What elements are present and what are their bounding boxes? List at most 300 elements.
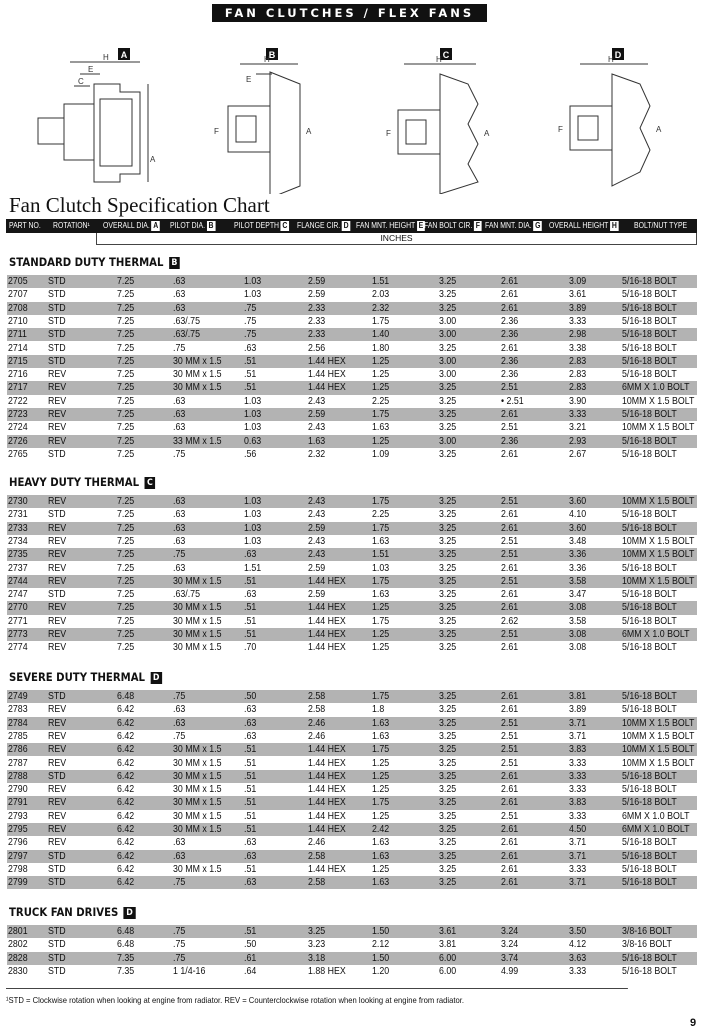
table-cell: 30 MM x 1.5 (173, 614, 222, 627)
table-cell: 7.25 (117, 521, 135, 534)
table-cell: 30 MM x 1.5 (173, 368, 222, 381)
table-cell: 3.08 (569, 601, 587, 614)
table-cell: REV (48, 434, 67, 447)
table-cell: 7.25 (117, 314, 135, 327)
table-cell: 2.36 (501, 314, 519, 327)
table-cell: 6.42 (117, 796, 135, 809)
table-cell: 10MM X 1.5 BOLT (622, 534, 695, 547)
table-cell: 2791 (8, 796, 28, 809)
table-cell: 7.25 (117, 341, 135, 354)
table-cell: 7.25 (117, 574, 135, 587)
table-cell: 3.36 (569, 561, 587, 574)
table-cell: 2747 (8, 588, 28, 601)
table-cell: 2.83 (569, 354, 587, 367)
table-cell: REV (48, 614, 67, 627)
table-cell: 2.58 (308, 849, 326, 862)
table-cell: 30 MM x 1.5 (173, 809, 222, 822)
table-row (7, 275, 697, 288)
table-cell: 1.03 (244, 508, 262, 521)
table-cell: 2.51 (501, 716, 519, 729)
table-row (7, 368, 697, 381)
table-cell: 5/16-18 BOLT (622, 836, 677, 849)
table-cell: .63 (173, 561, 186, 574)
table-cell: .63 (173, 288, 186, 301)
section-heading (9, 255, 180, 269)
col-rotation: ROTATION¹ (53, 221, 90, 230)
table-cell: 3.00 (439, 328, 457, 341)
table-cell: 30 MM x 1.5 (173, 756, 222, 769)
table-cell: 5/16-18 BOLT (622, 796, 677, 809)
table-cell: 3.71 (569, 836, 587, 849)
table-cell: 5/16-18 BOLT (622, 275, 677, 287)
table-row (7, 355, 697, 368)
table-cell: .63 (173, 301, 186, 314)
table-cell: 2.61 (501, 690, 519, 702)
table-cell: 3.25 (439, 588, 457, 601)
table-cell: 7.25 (117, 354, 135, 367)
table-cell: 5/16-18 BOLT (622, 614, 677, 627)
table-cell: 3.00 (439, 434, 457, 447)
table-cell: 1.63 (372, 876, 390, 889)
table-cell: 2.59 (308, 288, 326, 301)
table-cell: 1.44 HEX (308, 823, 346, 835)
table-cell: .51 (244, 368, 257, 381)
table-cell: 1.25 (372, 769, 390, 782)
table-cell: STD (48, 951, 66, 964)
table-cell: 2.61 (501, 408, 519, 420)
table-cell: 5/16-18 BOLT (622, 601, 677, 614)
table-row (7, 302, 697, 315)
table-row (7, 395, 697, 408)
table-cell: 2723 (8, 408, 28, 420)
table-cell: 30 MM x 1.5 (173, 601, 222, 614)
table-cell: 4.99 (501, 964, 519, 977)
table-cell: 2726 (8, 434, 28, 447)
table-cell: 2.61 (501, 601, 519, 614)
table-cell: 4.10 (569, 508, 587, 521)
table-row (7, 588, 697, 601)
table-cell: 1.25 (372, 354, 390, 367)
table-cell: .63 (244, 876, 257, 889)
table-cell: 7.25 (117, 534, 135, 547)
table-row (7, 421, 697, 434)
table-cell: 2773 (8, 628, 28, 640)
table-cell: 3.33 (569, 809, 587, 822)
table-cell: STD (48, 354, 66, 367)
table-cell: 1.03 (244, 408, 262, 420)
table-cell: 3.25 (439, 756, 457, 769)
table-cell: 7.25 (117, 447, 135, 460)
table-cell: STD (48, 341, 66, 354)
table-cell: 5/16-18 BOLT (622, 769, 677, 782)
table-cell: 30 MM x 1.5 (173, 823, 222, 835)
table-cell: 3.25 (439, 743, 457, 756)
table-cell: 2716 (8, 368, 28, 381)
table-cell: 7.25 (117, 614, 135, 627)
table-cell: 1.63 (372, 588, 390, 601)
table-cell: 30 MM x 1.5 (173, 574, 222, 587)
diagram-tag-c: C (442, 50, 450, 60)
table-row (7, 823, 697, 836)
diagram-a (38, 48, 156, 182)
table-cell: 6.42 (117, 769, 135, 782)
table-cell: 2.43 (308, 548, 326, 561)
table-cell: STD (48, 876, 66, 889)
table-cell: 1.75 (372, 743, 390, 756)
table-cell: STD (48, 301, 66, 314)
table-cell: 1.03 (244, 275, 262, 287)
table-cell: 2.61 (501, 876, 519, 889)
table-cell: 3.25 (439, 601, 457, 614)
table-cell: 7.25 (117, 561, 135, 574)
table-cell: 6.48 (117, 690, 135, 702)
table-cell: 3.71 (569, 729, 587, 742)
table-row (7, 796, 697, 809)
table-cell: 1.25 (372, 756, 390, 769)
table-cell: 1.44 HEX (308, 809, 346, 822)
table-row (7, 757, 697, 770)
table-cell: 6.42 (117, 716, 135, 729)
table-row (7, 575, 697, 588)
table-cell: 3.74 (501, 951, 519, 964)
page-header: FAN CLUTCHES / FLEX FANS (212, 4, 487, 22)
table-cell: 3.25 (439, 729, 457, 742)
col-flange-cir: FLANGE CIR. D (297, 221, 349, 230)
table-cell: 1.75 (372, 614, 390, 627)
table-cell: 2.51 (501, 809, 519, 822)
table-cell: 1.51 (372, 275, 390, 287)
table-cell: 1.44 HEX (308, 628, 346, 640)
table-cell: 33 MM x 1.5 (173, 434, 222, 447)
table-cell: 4.12 (569, 938, 587, 951)
table-cell: 3.08 (569, 641, 587, 654)
table-cell: 2707 (8, 288, 28, 301)
table-cell: .63 (173, 716, 186, 729)
table-cell: .63 (244, 729, 257, 742)
table-cell: 6.42 (117, 836, 135, 849)
units-row (96, 233, 697, 245)
table-cell: 7.25 (117, 641, 135, 654)
diagram-tag: C (144, 477, 155, 489)
dim-label-f: F (558, 125, 563, 134)
table-cell: 3.58 (569, 574, 587, 587)
table-cell: 3.81 (439, 938, 457, 951)
table-row (7, 770, 697, 783)
diagram-tag: B (169, 257, 180, 269)
table-cell: 1.63 (372, 836, 390, 849)
page-number: 9 (690, 1017, 697, 1029)
table-cell: .63 (244, 588, 257, 601)
table-cell: 3.25 (439, 301, 457, 314)
dim-label-a: A (656, 125, 662, 134)
table-cell: 3.25 (439, 288, 457, 301)
table-cell: 3.90 (569, 394, 587, 407)
table-row (7, 717, 697, 730)
table-cell: 3.33 (569, 314, 587, 327)
table-cell: REV (48, 561, 67, 574)
table-cell: 3.25 (439, 628, 457, 640)
table-cell: REV (48, 716, 67, 729)
table-cell: 3.18 (308, 951, 326, 964)
table-row (7, 315, 697, 328)
table-cell: 1.63 (372, 716, 390, 729)
table-cell: 3.38 (569, 341, 587, 354)
table-cell: 3.25 (439, 408, 457, 420)
table-cell: 3.25 (439, 421, 457, 434)
table-cell: 5/16-18 BOLT (622, 288, 677, 301)
table-cell: 5/16-18 BOLT (622, 314, 677, 327)
table-cell: 2802 (8, 938, 28, 951)
diagram-tag: D (150, 672, 162, 684)
table-cell: 1.03 (244, 495, 262, 507)
table-cell: STD (48, 690, 66, 702)
table-cell: 1.8 (372, 703, 385, 716)
table-cell: 1.25 (372, 862, 390, 875)
table-cell: 5/16-18 BOLT (622, 447, 677, 460)
table-cell: STD (48, 314, 66, 327)
table-cell: 2.61 (501, 703, 519, 716)
table-cell: 3.36 (569, 548, 587, 561)
units-label: INCHES (380, 233, 413, 243)
table-cell: 6.42 (117, 823, 135, 835)
table-cell: 2.93 (569, 434, 587, 447)
table-cell: 3.60 (569, 495, 587, 507)
dim-label-e: E (246, 75, 252, 84)
dim-label-e: E (88, 65, 94, 74)
table-cell: 2.61 (501, 588, 519, 601)
table-cell: 30 MM x 1.5 (173, 628, 222, 640)
table-cell: • 2.51 (501, 394, 524, 407)
table-cell: .56 (244, 447, 257, 460)
table-cell: 1.51 (372, 548, 390, 561)
table-cell: 2.51 (501, 381, 519, 394)
table-cell: 5/16-18 BOLT (622, 508, 677, 521)
table-cell: 2.59 (308, 588, 326, 601)
table-cell: .63 (173, 534, 186, 547)
table-cell: .63 (173, 394, 186, 407)
table-cell: 6.48 (117, 925, 135, 937)
table-cell: 1.44 HEX (308, 354, 346, 367)
table-cell: 3.89 (569, 703, 587, 716)
table-cell: 3.71 (569, 849, 587, 862)
table-cell: 5/16-18 BOLT (622, 849, 677, 862)
section-title: STANDARD DUTY THERMAL (9, 255, 164, 269)
table-cell: .63 (173, 408, 186, 420)
section-heading (9, 905, 135, 919)
table-cell: 2.51 (501, 743, 519, 756)
table-cell: 1.25 (372, 641, 390, 654)
col-part-no: PART NO. (9, 221, 41, 230)
table-cell: .63 (173, 703, 186, 716)
table-cell: REV (48, 756, 67, 769)
table-cell: .63 (244, 548, 257, 561)
table-cell: 2.51 (501, 548, 519, 561)
table-cell: 1.25 (372, 628, 390, 640)
table-cell: 3.60 (569, 521, 587, 534)
table-row (7, 435, 697, 448)
table-cell: 3.25 (308, 925, 326, 937)
table-cell: 2731 (8, 508, 28, 521)
table-cell: 2.25 (372, 508, 390, 521)
table-row (7, 342, 697, 355)
table-cell: 3.61 (439, 925, 457, 937)
table-cell: 5/16-18 BOLT (622, 876, 677, 889)
table-cell: 10MM X 1.5 BOLT (622, 716, 695, 729)
table-cell: .50 (244, 938, 257, 951)
table-cell: REV (48, 836, 67, 849)
table-cell: 3.25 (439, 447, 457, 460)
table-cell: .63 (173, 275, 186, 287)
table-cell: 1 1/4-16 (173, 964, 206, 977)
table-cell: .63 (173, 508, 186, 521)
table-row (7, 381, 697, 394)
col-overall-dia: OVERALL DIA. A (103, 221, 159, 230)
table-cell: 3.00 (439, 314, 457, 327)
table-cell: .51 (244, 743, 257, 756)
table-cell: 7.25 (117, 288, 135, 301)
table-cell: 3.25 (439, 849, 457, 862)
table-cell: 2.61 (501, 769, 519, 782)
table-cell: .51 (244, 381, 257, 394)
dim-label-h: H (436, 55, 442, 64)
table-cell: .51 (244, 574, 257, 587)
table-cell: 2.33 (308, 314, 326, 327)
table-cell: 6MM X 1.0 BOLT (622, 823, 690, 835)
table-cell: 30 MM x 1.5 (173, 783, 222, 796)
table-cell: .75 (173, 341, 186, 354)
table-cell: .75 (173, 925, 186, 937)
table-cell: .75 (173, 548, 186, 561)
table-cell: 2786 (8, 743, 28, 756)
table-row (7, 743, 697, 756)
table-row (7, 876, 697, 889)
table-cell: 2714 (8, 341, 28, 354)
table-cell: REV (48, 408, 67, 420)
table-cell: 1.03 (244, 534, 262, 547)
table-cell: REV (48, 703, 67, 716)
table-cell: 1.51 (244, 561, 262, 574)
table-cell: 2708 (8, 301, 28, 314)
table-cell: .63 (244, 341, 257, 354)
table-cell: 2.33 (308, 328, 326, 341)
col-fan-mnt-height: FAN MNT. HEIGHT E (356, 221, 424, 230)
table-cell: 1.63 (372, 421, 390, 434)
table-cell: 1.25 (372, 368, 390, 381)
table-cell: STD (48, 925, 66, 937)
table-cell: 7.25 (117, 368, 135, 381)
table-cell: 3.25 (439, 561, 457, 574)
table-cell: 3/8-16 BOLT (622, 938, 672, 951)
table-row (7, 495, 697, 508)
table-cell: STD (48, 508, 66, 521)
table-cell: STD (48, 938, 66, 951)
table-cell: 2.61 (501, 521, 519, 534)
table-cell: 6.42 (117, 756, 135, 769)
table-cell: 3.25 (439, 809, 457, 822)
table-cell: 2.56 (308, 341, 326, 354)
table-cell: 2715 (8, 354, 28, 367)
table-cell: .75 (244, 301, 257, 314)
table-cell: 3.09 (569, 275, 587, 287)
section-heading (9, 670, 162, 684)
table-cell: 2735 (8, 548, 28, 561)
table-cell: 3.25 (439, 574, 457, 587)
table-cell: 3.25 (439, 521, 457, 534)
table-cell: REV (48, 368, 67, 381)
table-cell: 7.25 (117, 408, 135, 420)
table-cell: 2.36 (501, 368, 519, 381)
table-cell: 3.00 (439, 368, 457, 381)
table-cell: 1.40 (372, 328, 390, 341)
diagram-tag-b: B (268, 50, 276, 60)
table-cell: 2.42 (372, 823, 390, 835)
table-cell: 3.71 (569, 876, 587, 889)
table-cell: 2.61 (501, 836, 519, 849)
table-cell: .51 (244, 925, 257, 937)
diagram-c (386, 48, 490, 194)
table-cell: 2710 (8, 314, 28, 327)
table-cell: 3.33 (569, 862, 587, 875)
table-cell: 2730 (8, 495, 28, 507)
table-cell: 7.25 (117, 495, 135, 507)
table-row (7, 836, 697, 849)
table-cell: .51 (244, 769, 257, 782)
table-cell: 2.61 (501, 783, 519, 796)
table-row (7, 288, 697, 301)
table-cell: REV (48, 521, 67, 534)
table-cell: REV (48, 743, 67, 756)
table-cell: STD (48, 849, 66, 862)
table-cell: 2.12 (372, 938, 390, 951)
table-cell: 2749 (8, 690, 28, 702)
table-cell: 2744 (8, 574, 28, 587)
section-title: SEVERE DUTY THERMAL (9, 670, 145, 684)
table-cell: 2.32 (372, 301, 390, 314)
table-cell: 5/16-18 BOLT (622, 783, 677, 796)
table-cell: REV (48, 495, 67, 507)
table-cell: 7.25 (117, 601, 135, 614)
table-cell: 2785 (8, 729, 28, 742)
column-header-bar (6, 219, 697, 233)
table-cell: 1.44 HEX (308, 756, 346, 769)
table-cell: 5/16-18 BOLT (622, 964, 677, 977)
table-cell: 2828 (8, 951, 28, 964)
col-bolt-nut-type: BOLT/NUT TYPE (634, 221, 688, 230)
table-cell: 2797 (8, 849, 28, 862)
table-cell: 1.44 HEX (308, 783, 346, 796)
table-cell: .50 (244, 690, 257, 702)
table-cell: 1.09 (372, 447, 390, 460)
table-cell: 30 MM x 1.5 (173, 354, 222, 367)
table-cell: 2771 (8, 614, 28, 627)
table-cell: 5/16-18 BOLT (622, 588, 677, 601)
table-cell: 2.46 (308, 729, 326, 742)
table-cell: 2788 (8, 769, 28, 782)
table-row (7, 641, 697, 654)
table-cell: 2.51 (501, 534, 519, 547)
chart-title: Fan Clutch Specification Chart (9, 193, 270, 217)
table-cell: 3.25 (439, 862, 457, 875)
table-cell: STD (48, 275, 66, 287)
table-cell: 7.25 (117, 301, 135, 314)
table-cell: 2734 (8, 534, 28, 547)
table-row (7, 925, 697, 938)
table-cell: 1.03 (244, 288, 262, 301)
table-cell: 1.63 (372, 849, 390, 862)
diagram-tag-a: A (120, 50, 128, 60)
table-cell: 30 MM x 1.5 (173, 769, 222, 782)
table-cell: 1.25 (372, 434, 390, 447)
